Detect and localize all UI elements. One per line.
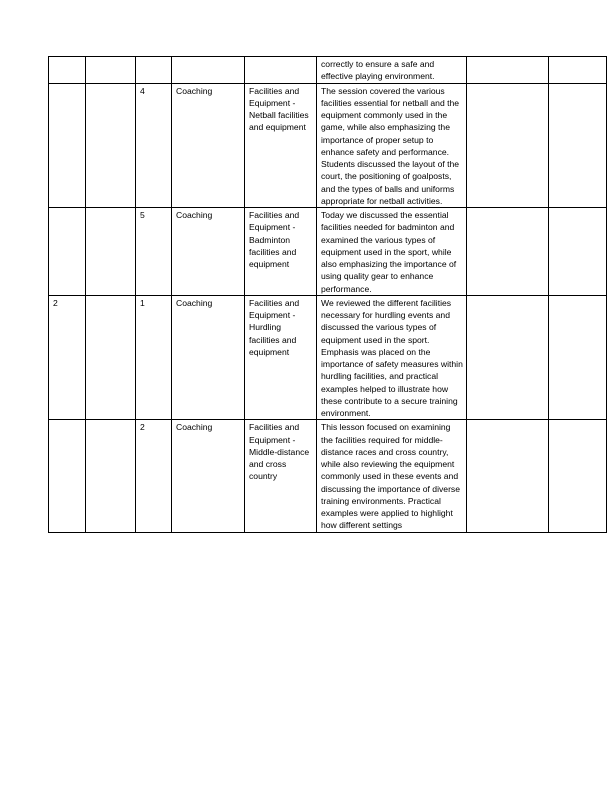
week-cell [49,420,86,532]
blank-cell [86,83,136,208]
blank-cell [86,208,136,296]
lesson-cell: 2 [136,420,172,532]
week-cell [49,83,86,208]
topic-cell: Facilities and Equipment - Hurdling facilities and equipment [245,295,317,420]
blank-cell [549,295,607,420]
blank-cell [467,57,549,84]
lesson-cell: 4 [136,83,172,208]
blank-cell [86,420,136,532]
type-cell: Coaching [172,295,245,420]
blank-cell [467,295,549,420]
blank-cell [549,208,607,296]
week-cell [49,208,86,296]
blank-cell [549,57,607,84]
type-cell: Coaching [172,83,245,208]
table-row [49,57,607,84]
week-cell: 2 [49,295,86,420]
description-cell: This lesson focused on examining the facilities required for middle-distance races and cross country, while also reviewing the equipment commonly used in these events and discussing the importance of diverse training environments. Practical examples were applied to highlight how different settings [317,420,467,532]
type-cell [172,57,245,84]
description-cell: correctly to ensure a safe and effective playing environment. [317,57,467,84]
week-cell [49,57,86,84]
table-row [49,208,607,296]
type-cell: Coaching [172,208,245,296]
blank-cell [467,420,549,532]
blank-cell [467,83,549,208]
topic-cell: Facilities and Equipment - Middle-distance and cross country [245,420,317,532]
blank-cell [549,83,607,208]
table-row [49,295,607,420]
lesson-cell: 1 [136,295,172,420]
blank-cell [86,57,136,84]
coaching-log-table [48,56,607,533]
topic-cell: Facilities and Equipment - Badminton facilities and equipment [245,208,317,296]
topic-cell [245,57,317,84]
description-cell: We reviewed the different facilities necessary for hurdling events and discussed the various types of equipment used in the sport. Emphasis was placed on the importance of safety measures within hurdling facilities, and practical examples helped to illustrate how these contribute to a secure training environment. [317,295,467,420]
description-cell: The session covered the various facilities essential for netball and the equipment commonly used in the game, while also emphasizing the importance of proper setup to enhance safety and performance. Students discussed the layout of the court, the positioning of goalposts, and the types of balls and uniforms appropriate for netball activities. [317,83,467,208]
lesson-cell [136,57,172,84]
table-row [49,83,607,208]
blank-cell [467,208,549,296]
topic-cell: Facilities and Equipment - Netball facilities and equipment [245,83,317,208]
table-row [49,420,607,532]
blank-cell [86,295,136,420]
blank-cell [549,420,607,532]
type-cell: Coaching [172,420,245,532]
description-cell: Today we discussed the essential facilities needed for badminton and examined the various types of equipment used in the sport, while also emphasizing the importance of using quality gear to enhance performance. [317,208,467,296]
lesson-cell: 5 [136,208,172,296]
